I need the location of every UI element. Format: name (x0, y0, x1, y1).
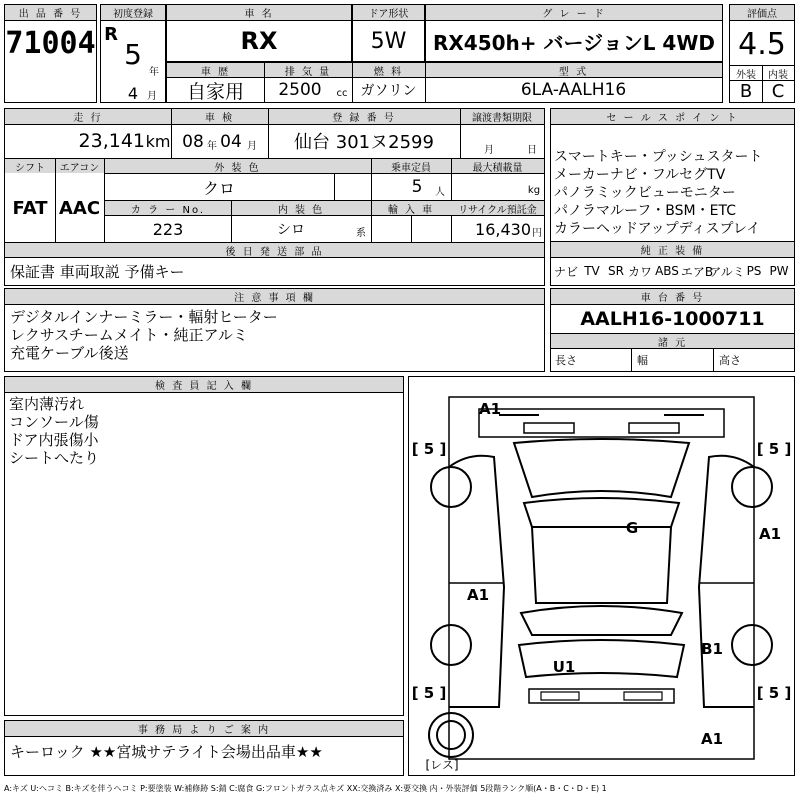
transfer-day: 日 (527, 144, 537, 156)
int-grade: C (771, 81, 785, 102)
displacement-unit: cc (336, 87, 348, 99)
equipment-item: SR (608, 264, 624, 278)
grade-label: グ レ ー ド (426, 5, 722, 20)
equipment-item: エアB (680, 264, 714, 279)
grade: RX450h+ バージョンL 4WD (432, 30, 715, 55)
color-no-label: カ ラ ー No. (105, 201, 231, 215)
chassis-number: AALH16-1000711 (580, 308, 765, 330)
car-name-box (166, 4, 352, 62)
notes-label: 注 意 事 項 欄 (5, 289, 544, 304)
capacity-label: 乗車定員 (371, 159, 451, 173)
import-label: 輸 入 車 (371, 201, 451, 215)
recycle-unit: 円 (532, 227, 542, 239)
door-box (352, 4, 425, 62)
insp-year: 08 (182, 132, 204, 152)
inspector-label: 検 査 員 記 入 欄 (5, 377, 403, 392)
capacity-unit: 人 (435, 186, 445, 198)
shift-label: シフト (5, 159, 55, 173)
equipment-item: カワ (628, 264, 653, 279)
era: R (104, 23, 118, 45)
notes-line: デジタルインナーミラー・輻射ヒーター (10, 308, 278, 326)
height-label: 高さ (719, 354, 741, 367)
ext-color: クロ (202, 178, 235, 198)
fuel: ガソリン (360, 83, 417, 99)
mark-spare: [レス] (425, 757, 459, 772)
sales-line: メーカーナビ・フルセグTV (554, 167, 726, 183)
inspection-label: 車 検 (171, 109, 268, 124)
score-box (729, 4, 795, 103)
first-reg-month: 4 (127, 83, 139, 103)
first-reg-box (100, 4, 166, 103)
mark-right-bottom: [ 5 ] (756, 684, 792, 702)
legend: A:キズ U:ヘコミ B:キズを伴うヘコミ P:要塗装 W:補修跡 S:錆 C:腐食 G:フロントガラス点キズ XX:交換済み X:要交換 内・外装評価 5段階ランク順(A・B・C・D・E) 1 (4, 783, 607, 793)
mark-left-side: A1 (466, 586, 490, 604)
equipment-item: PW (769, 264, 789, 278)
equipment-item: ナビ (553, 264, 578, 279)
model-label: 型 式 (425, 63, 722, 77)
score-label: 評価点 (730, 5, 794, 20)
fuel-label: 燃 料 (352, 63, 425, 77)
equipment-item: TV (584, 264, 600, 278)
car-diagram (409, 377, 794, 775)
lot-number: 71004 (5, 25, 96, 61)
mileage-label: 走 行 (5, 109, 171, 124)
mark-right-side: A1 (758, 525, 782, 543)
ac-label: エアコン (55, 159, 104, 173)
office-label: 事 務 局 よ り ご 案 内 (5, 721, 403, 736)
equipment-label: 純 正 装 備 (551, 242, 794, 257)
ac: AAC (58, 197, 101, 219)
equipment-item: PS (746, 264, 762, 278)
mileage: 23,141 (78, 130, 145, 152)
mark-roof: G (625, 519, 639, 537)
sales-label: セ ー ル ス ポ イ ン ト (551, 109, 794, 124)
sales-line: パノラミックビューモニター (554, 185, 736, 201)
later-parts: 保証書 車両取説 予備キー (10, 262, 185, 281)
ext-grade: B (739, 81, 753, 102)
transfer-label: 譲渡書類期限 (460, 109, 544, 124)
equipment-item: アルミ (709, 264, 745, 279)
capacity: 5 (411, 177, 423, 197)
int-color-label: 内 装 色 (231, 201, 371, 215)
load-label: 最大積載量 (451, 159, 544, 173)
sales-points-box (550, 108, 795, 286)
inspector-line: ドア内張傷小 (9, 431, 99, 449)
lot-label: 出 品 番 号 (5, 5, 96, 20)
displacement: 2500 (278, 80, 322, 100)
mark-left-top: [ 5 ] (411, 440, 447, 458)
second-top-box (166, 62, 723, 103)
chassis-box (550, 288, 795, 372)
inspector-line: 室内薄汚れ (9, 395, 85, 413)
office-text: キーロック ★★宮城サテライト会場出品車★★ (10, 742, 323, 761)
int-color: シロ (277, 222, 305, 238)
notes-line: 充電ケーブル後送 (10, 344, 129, 362)
notes-box (4, 288, 545, 372)
ext-color-label: 外 装 色 (104, 159, 371, 173)
door: 5W (370, 28, 407, 54)
shift: FAT (12, 197, 48, 219)
displacement-label: 排 気 量 (264, 63, 352, 77)
door-label: ドア形状 (353, 5, 424, 20)
inspector-box (4, 376, 404, 716)
mark-right-rear: B1 (701, 640, 723, 658)
grade-box (425, 4, 723, 62)
mark-front-left: A1 (478, 400, 502, 418)
load-unit: kg (527, 184, 541, 196)
car-name: RX (240, 27, 278, 55)
inspector-line: シートへたり (9, 449, 100, 467)
recycle: 16,430 (475, 219, 531, 239)
mark-rear-center: U1 (552, 658, 576, 676)
sales-line: パノラマルーフ・BSM・ETC (554, 203, 736, 219)
mark-right-top: [ 5 ] (756, 440, 792, 458)
car-name-label: 車 名 (167, 5, 351, 20)
color-no: 223 (152, 219, 184, 239)
plate: 仙台 301ヌ2599 (294, 132, 434, 153)
month-unit: 月 (147, 90, 157, 102)
sales-line: スマートキー・プッシュスタート (554, 149, 763, 165)
int-color-unit: 系 (356, 227, 366, 239)
vehicle-info-box (4, 108, 545, 286)
history-label: 車 歴 (167, 63, 264, 77)
spec-label: 諸 元 (551, 334, 794, 348)
chassis-label: 車 台 番 号 (551, 289, 794, 304)
first-reg-year: 5 (124, 37, 142, 71)
mark-left-bottom: [ 5 ] (411, 684, 447, 702)
first-reg-label: 初度登録 (101, 5, 165, 20)
mark-rear-bottom: A1 (700, 730, 724, 748)
recycle-label: リサイクル預託金 (451, 201, 544, 215)
ext-label: 外装 (736, 69, 756, 81)
inspector-line: コンソール傷 (9, 413, 99, 431)
length-label: 長さ (555, 354, 577, 367)
sales-line: カラーヘッドアップディスプレイ (554, 221, 761, 237)
year-unit: 年 (149, 66, 159, 78)
plate-label: 登 録 番 号 (268, 109, 460, 124)
model: 6LA-AALH16 (520, 80, 627, 100)
mileage-unit: km (145, 131, 171, 151)
insp-month: 04 (220, 132, 242, 152)
history: 自家用 (186, 80, 244, 103)
car-diagram-box (408, 376, 795, 776)
equipment-item: ABS (655, 264, 679, 278)
insp-month-unit: 月 (247, 140, 257, 152)
int-label: 内装 (768, 69, 788, 81)
width-label: 幅 (637, 354, 648, 367)
insp-year-unit: 年 (207, 140, 217, 152)
later-label: 後 日 発 送 部 品 (5, 243, 544, 257)
score: 4.5 (738, 26, 786, 62)
office-box (4, 720, 404, 776)
lot-box (4, 4, 97, 103)
transfer-month: 月 (484, 144, 494, 156)
notes-line: レクサスチームメイト・純正アルミ (10, 326, 248, 344)
